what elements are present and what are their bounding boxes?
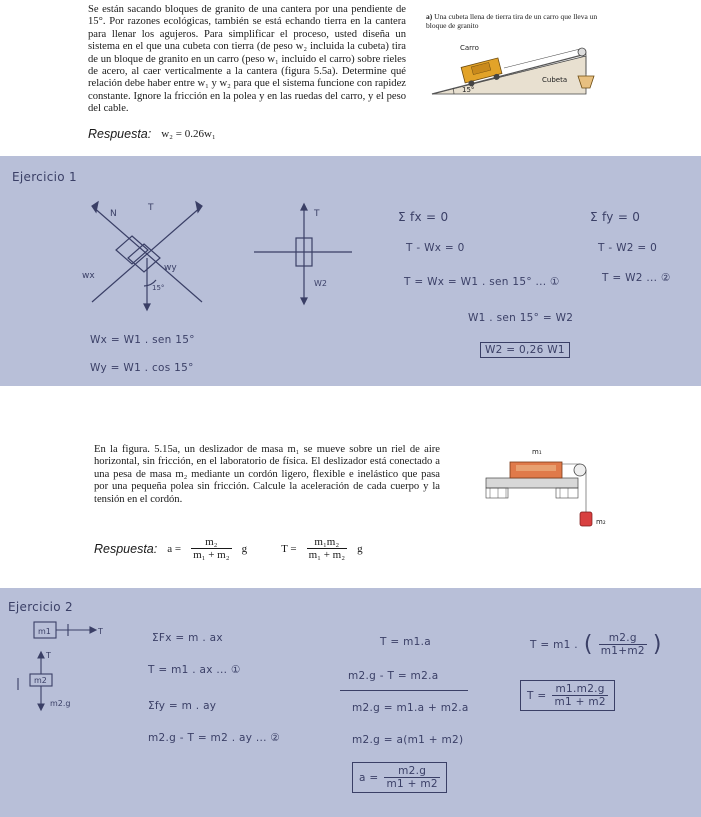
m2-label: m₂ xyxy=(596,518,606,526)
problem2-answer xyxy=(94,536,363,561)
t-box-num: m1.m2.g xyxy=(552,683,607,696)
t-equals-wx: T = Wx = W1 . sen 15° ... ① xyxy=(404,276,560,288)
sum-line xyxy=(340,690,468,691)
t-expr-fraction xyxy=(599,632,647,657)
fbd3-weight-label: m2.g xyxy=(50,699,71,708)
exercise1-title: Ejercicio 1 xyxy=(12,170,77,184)
angle-label: 15° xyxy=(462,86,475,94)
answer-label: Respuesta: xyxy=(88,127,152,141)
sum-fy-2: Σfy = m . ay xyxy=(148,700,217,712)
fbd3-t1-label: T xyxy=(98,627,103,636)
t-minus-w2: T - W2 = 0 xyxy=(598,242,658,254)
fbd2-tension-label: T xyxy=(314,209,320,219)
problem1-text: Se están sacando bloques de granito de una cantera por una pendiente de 15°. Por razones ecológicas, también se está echando tierra en la cantera para llenar los agujeros. Para simplificar el proceso, usted diseña un sistema en el que una cubeta con tierra (de peso w₂ incluida la cubeta) tira de un bloque de granito en un carro (peso w₁ incluido el carro) sobre rieles de acero, al caer verticalmente a la cantera (figura 5.5a). Determine qué relación debe haber entre w₁ y w₂ para que el sistema funcione con rapidez constante. Ignore la fricción en la polea y en las ruedas del carro, y el peso del cable. xyxy=(88,4,406,115)
m2g-sum: m2.g = m1.a + m2.a xyxy=(352,702,469,714)
fbd3-t2-label: T xyxy=(46,651,51,660)
t-box-lhs: T = xyxy=(527,689,547,702)
fbd1-angle-label: 15° xyxy=(152,284,165,292)
caption-text: Una cubeta llena de tierra tira de un carro que lleva un bloque de granito xyxy=(426,12,598,30)
accel-numerator: m₂ xyxy=(191,536,232,549)
accel-g: g xyxy=(241,542,248,555)
exercise1-panel xyxy=(0,156,701,386)
tension-lhs: T = xyxy=(281,542,297,555)
sum-fx-2: ΣFx = m . ax xyxy=(152,632,223,644)
fbd3-m2-label: m2 xyxy=(34,676,47,685)
exercise2-panel xyxy=(0,588,701,817)
sum-fx: Σ fx = 0 xyxy=(398,210,449,224)
t-expression: T = m1 . ( $\frac{m2.g}{m1+m2}$ ) xyxy=(530,631,662,657)
problem2-text: En la figura. 5.15a, un deslizador de masa m₁ se mueve sobre un riel de aire horizontal, sin fricción, en el laboratorio de física. El deslizador está conectado a una pesa de masa m₂ mediante un cordón ligero, flexible e inelástico que pasa por una pequeña polea sin fricción. Calcule la aceleración de cada cuerpo y la tensión en el cordón. xyxy=(94,444,440,505)
a-box-lhs: a = xyxy=(359,771,379,784)
fbd2-w2-label: W2 xyxy=(314,279,327,288)
hanging-mass xyxy=(580,512,592,526)
answer-value: w₂ = 0.26w₁ xyxy=(161,128,216,140)
t-minus-wx: T - Wx = 0 xyxy=(406,242,465,254)
problem1-figure-caption xyxy=(426,12,606,30)
problem1 xyxy=(88,4,406,116)
normal-force-label: N xyxy=(110,209,117,219)
w1-sen15-equals-w2: W1 . sen 15° = W2 xyxy=(468,312,574,324)
fbd3-m1-label: m1 xyxy=(38,627,51,636)
t-expr-den: m1+m2 xyxy=(600,645,645,657)
accel-lhs: a = xyxy=(167,542,182,555)
tension-label: T xyxy=(148,203,154,213)
incline-figure xyxy=(424,38,604,98)
wx-label: wx xyxy=(82,271,95,281)
t-m1-ax: T = m1 . ax ... ① xyxy=(148,664,241,676)
free-body-diagram-3 xyxy=(0,616,130,716)
free-body-diagram-2 xyxy=(254,200,354,310)
m2g-factor: m2.g = a(m1 + m2) xyxy=(352,734,464,746)
m2g-minus-t-m2a: m2.g - T = m2.a xyxy=(348,670,439,682)
result-box-a xyxy=(352,762,447,793)
t-expr-lhs: T = m1 . xyxy=(530,638,578,651)
tension-g: g xyxy=(357,542,363,555)
wy-label: wy xyxy=(164,263,177,273)
answer2-label: Respuesta: xyxy=(94,541,158,556)
t-equals-w2: T = W2 ... ② xyxy=(602,272,671,284)
wx-equation: Wx = W1 . sen 15° xyxy=(90,334,195,346)
cubeta-label: Cubeta xyxy=(542,76,568,84)
t-expr-num: m2.g xyxy=(599,632,647,645)
result-box-t xyxy=(520,680,615,711)
accel-fraction xyxy=(191,536,232,561)
tension-fraction xyxy=(307,536,348,561)
small-pulley xyxy=(574,464,586,476)
sum-fy: Σ fy = 0 xyxy=(590,210,641,224)
tension-numerator: m₁m₂ xyxy=(307,536,348,549)
t-box-fraction xyxy=(552,683,607,708)
wy-equation: Wy = W1 . cos 15° xyxy=(90,362,194,374)
problem1-answer xyxy=(88,127,216,141)
t-m1-a: T = m1.a xyxy=(380,636,431,648)
free-body-diagram-1 xyxy=(78,194,218,314)
exercise2-title: Ejercicio 2 xyxy=(8,600,73,614)
result-box-1: W2 = 0,26 W1 xyxy=(480,342,570,358)
a-box-num: m2.g xyxy=(384,765,439,778)
problem2 xyxy=(94,444,440,506)
carro-label: Carro xyxy=(460,44,479,52)
accel-denominator: m₁ + m₂ xyxy=(193,549,230,561)
air-track-figure xyxy=(480,440,610,540)
caption-letter: a) xyxy=(426,12,433,21)
t-box-den: m1 + m2 xyxy=(554,696,606,708)
a-box-den: m1 + m2 xyxy=(386,778,438,790)
m2g-minus-t: m2.g - T = m2 . ay ... ② xyxy=(148,732,281,744)
a-box-fraction xyxy=(384,765,439,790)
m1-label: m₁ xyxy=(532,448,542,456)
tension-denominator: m₁ + m₂ xyxy=(308,549,346,561)
